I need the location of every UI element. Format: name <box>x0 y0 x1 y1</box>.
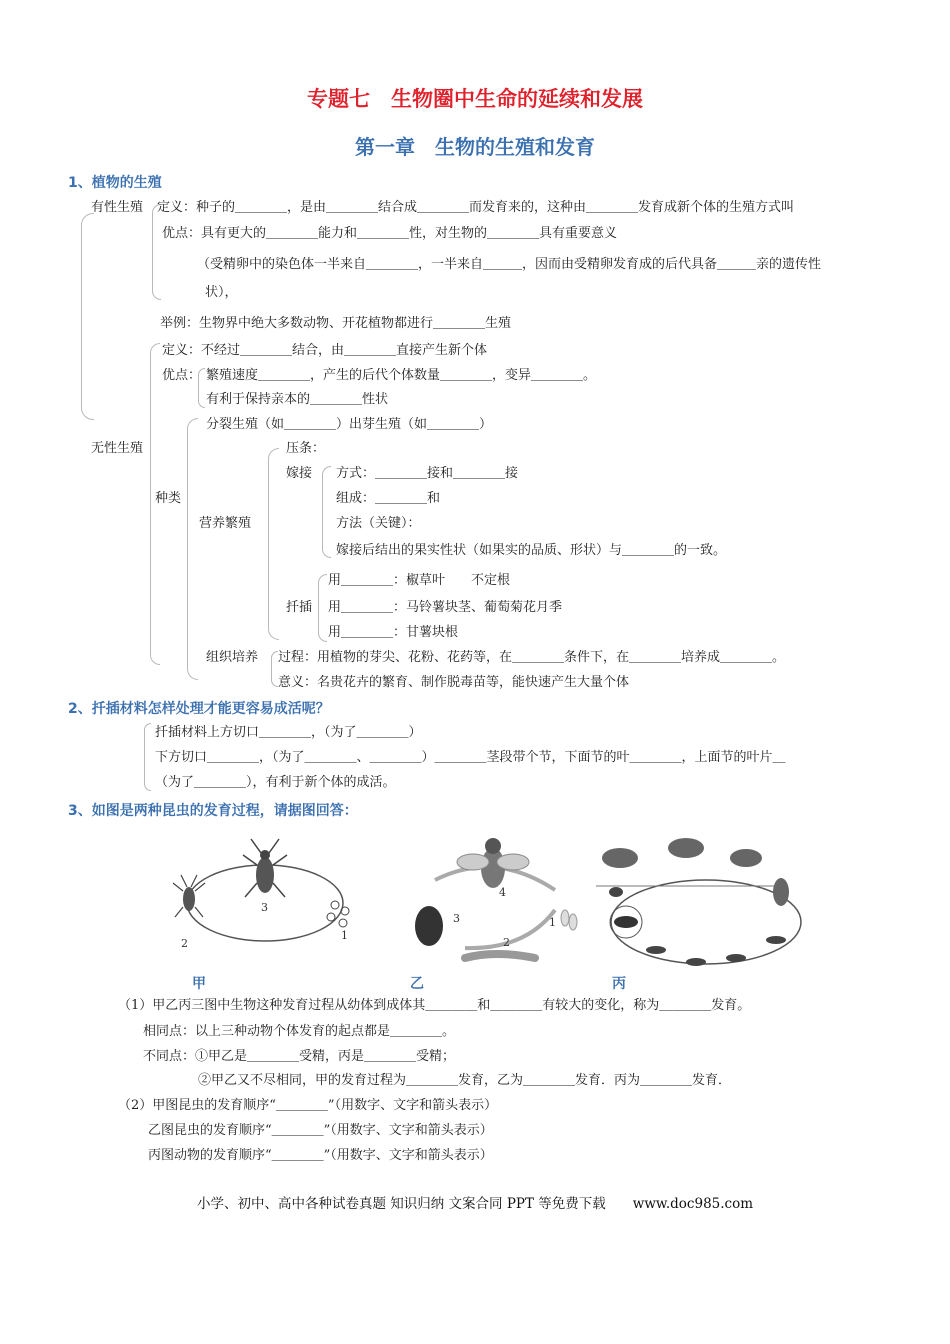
figure-yi-fly-cycle <box>405 830 585 965</box>
section-1-heading: 1、植物的生殖 <box>68 175 162 191</box>
sexual-note-2: 状）， <box>205 285 238 300</box>
section-2-heading: 2、扦插材料怎样处理才能更容易成活呢？ <box>68 701 330 717</box>
layering-label: 压条： <box>286 441 326 456</box>
asexual-advantage-2: 有利于保持亲本的＿＿＿＿性状 <box>206 392 389 407</box>
grafting-parts: 组成：＿＿＿＿和 <box>336 491 441 506</box>
question-1: （1）甲乙丙三图中生物这种发育过程从幼体到成体其＿＿＿＿和＿＿＿＿有较大的变化，称为＿＿＿＿发育。 <box>118 998 751 1013</box>
question-1-diff-2: ②甲乙又不尽相同，甲的发育过程为＿＿＿＿发育，乙为＿＿＿＿发育．丙为＿＿＿＿发育． <box>198 1073 732 1088</box>
bracket-sexual <box>152 204 161 300</box>
asexual-advantage-1: 繁殖速度＿＿＿＿，产生的后代个体数量＿＿＿＿，变异＿＿＿＿。 <box>206 368 597 383</box>
sexual-label: 有性生殖 <box>91 200 144 215</box>
cutting-label: 扦插 <box>286 600 313 615</box>
tissue-significance: 意义：名贵花卉的繁育、制作脱毒苗等，能快速产生大量个体 <box>278 675 630 690</box>
section-3-heading: 3、如图是两种昆虫的发育过程，请据图回答： <box>68 803 358 819</box>
svg-text:3: 3 <box>453 912 460 925</box>
bracket-graft <box>322 466 331 558</box>
question-1-diff: 不同点：①甲乙是＿＿＿＿受精，丙是＿＿＿＿受精； <box>143 1049 456 1064</box>
figure-label-yi: 乙 <box>410 976 424 992</box>
question-2-yi: 乙图昆虫的发育顺序“＿＿＿＿”（用数字、文字和箭头表示） <box>148 1123 493 1138</box>
bracket-sec2 <box>144 723 151 791</box>
cutting-purpose: （为了＿＿＿＿），有利于新个体的成活。 <box>155 775 396 790</box>
grafting-method: 方式：＿＿＿＿接和＿＿＿＿接 <box>336 466 519 481</box>
question-1-same: 相同点：以上三种动物个体发育的起点都是＿＿＿＿。 <box>143 1024 456 1039</box>
page-title: 专题七 生物圈中生命的延续和发展 <box>307 87 643 111</box>
cutting-bottom: 下方切口＿＿＿＿，（为了＿＿＿＿、＿＿＿＿）＿＿＿＿茎段带个节，下面节的叶＿＿＿＿，上面节的叶片＿ <box>155 750 786 765</box>
cutting-3: 用＿＿＿＿：甘薯块根 <box>328 625 459 640</box>
asexual-definition: 定义：不经过＿＿＿＿结合，由＿＿＿＿直接产生新个体 <box>162 343 488 358</box>
svg-text:4: 4 <box>499 886 506 899</box>
bracket-tissue <box>271 651 278 687</box>
figure-bing-frog-cycle <box>596 830 811 970</box>
svg-text:1: 1 <box>549 916 556 929</box>
split-budding: 分裂生殖（如＿＿＿＿）出芽生殖（如＿＿＿＿） <box>206 417 493 432</box>
cutting-2: 用＿＿＿＿：马铃薯块茎、葡萄菊花月季 <box>328 600 563 615</box>
svg-text:2: 2 <box>181 937 188 950</box>
bracket-main <box>81 213 94 420</box>
types-label: 种类 <box>155 491 182 506</box>
vegetative-label: 营养繁殖 <box>199 516 252 531</box>
cutting-top: 扦插材料上方切口＿＿＿＿，（为了＿＿＿＿） <box>155 725 422 740</box>
bracket-veg <box>268 448 279 640</box>
chapter-title: 第一章 生物的生殖和发育 <box>355 135 595 159</box>
footer-text: 小学、初中、高中各种试卷真题 知识归纳 文案合同 PPT 等免费下载 www.doc985.com <box>196 1196 754 1212</box>
grafting-result: 嫁接后结出的果实性状（如果实的品质、形状）与＿＿＿＿的一致。 <box>336 543 727 558</box>
asexual-advantage-label: 优点： <box>162 368 202 383</box>
question-2-bing: 丙图动物的发育顺序“＿＿＿＿”（用数字、文字和箭头表示） <box>148 1148 493 1163</box>
svg-text:1: 1 <box>341 929 348 942</box>
figure-jia-cricket-cycle <box>165 835 365 955</box>
tissue-culture-label: 组织培养 <box>206 650 259 665</box>
figure-label-bing: 丙 <box>612 976 626 992</box>
asexual-label: 无性生殖 <box>91 441 144 456</box>
svg-text:3: 3 <box>261 901 268 914</box>
cutting-1: 用＿＿＿＿：椒草叶 不定根 <box>328 573 511 588</box>
question-2-jia: （2）甲图昆虫的发育顺序“＿＿＿＿”（用数字、文字和箭头表示） <box>118 1098 498 1113</box>
sexual-note-1: （受精卵中的染色体一半来自＿＿＿＿，一半来自＿＿＿，因而由受精卵发育成的后代具备＿＿＿亲的遗传性 <box>197 257 822 272</box>
sexual-advantage: 优点：具有更大的＿＿＿＿能力和＿＿＿＿性，对生物的＿＿＿＿具有重要意义 <box>162 226 618 241</box>
svg-text:2: 2 <box>503 936 510 949</box>
bracket-cut <box>318 574 327 642</box>
tissue-process: 过程：用植物的芽尖、花粉、花药等，在＿＿＿＿条件下，在＿＿＿＿培养成＿＿＿＿。 <box>278 650 786 665</box>
bracket-types <box>187 418 198 680</box>
grafting-key: 方法（关键）： <box>336 516 421 531</box>
figure-label-jia: 甲 <box>192 976 206 992</box>
sexual-example: 举例：生物界中绝大多数动物、开花植物都进行＿＿＿＿生殖 <box>160 316 512 331</box>
sexual-definition: 定义：种子的＿＿＿＿，是由＿＿＿＿结合成＿＿＿＿而发育来的，这种由＿＿＿＿发育成新个体的生殖方式叫 <box>157 200 795 215</box>
grafting-label: 嫁接 <box>286 466 313 481</box>
